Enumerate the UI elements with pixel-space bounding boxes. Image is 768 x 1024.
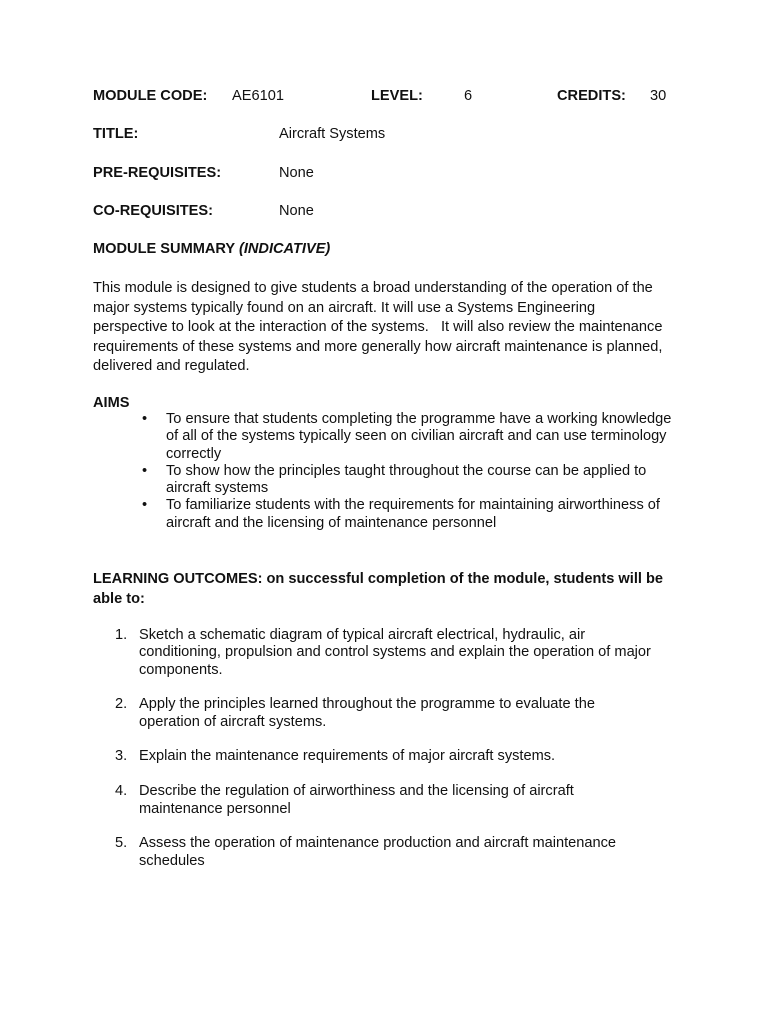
outcome-number: 1.: [115, 627, 128, 643]
aims-heading: AIMS: [93, 395, 130, 411]
summary-heading-note: (INDICATIVE): [238, 241, 331, 257]
aims-item-text: To ensure that students completing the programme have a working knowledge of all of the systems typically seen on civilian aircraft and can use terminology correctly: [166, 411, 672, 462]
title-value: Aircraft Systems: [279, 126, 386, 142]
summary-heading-text: MODULE SUMMARY: [93, 241, 235, 257]
aims-list: [140, 411, 680, 532]
outcome-number: 5.: [115, 835, 128, 852]
corequisites-label: CO-REQUISITES:: [93, 203, 213, 219]
bullet-icon: •: [142, 497, 148, 514]
learning-outcomes-heading: LEARNING OUTCOMES: on successful completion of the module, students will be able to:: [93, 571, 664, 607]
outcome-item: [115, 627, 655, 679]
bullet-icon: •: [142, 462, 148, 479]
outcome-number: 2.: [115, 696, 128, 713]
credits-label: CREDITS:: [557, 88, 626, 104]
prerequisites-value: None: [279, 165, 314, 181]
aims-item: [140, 411, 680, 463]
module-code-value: AE6101: [232, 88, 284, 104]
aims-item: [140, 497, 680, 532]
outcome-text: Explain the maintenance requirements of major aircraft systems.: [139, 748, 556, 765]
prerequisites-label: PRE-REQUISITES:: [93, 165, 222, 181]
outcome-item: [115, 783, 655, 818]
outcome-item: [115, 835, 655, 870]
outcome-item: [115, 696, 655, 731]
outcome-item: [115, 748, 655, 765]
learning-outcomes-list: [115, 627, 655, 887]
aims-item-text: To familiarize students with the requirements for maintaining airworthiness of aircraft and the licensing of maintenance personnel: [166, 497, 660, 531]
outcome-text: Sketch a schematic diagram of typical aircraft electrical, hydraulic, air conditioning, propulsion and control systems and explain the operation of major components.: [139, 627, 651, 678]
credits-value: 30: [650, 88, 667, 104]
outcome-number: 4.: [115, 783, 128, 800]
outcome-text: Assess the operation of maintenance production and aircraft maintenance schedules: [139, 835, 617, 869]
level-value: 6: [464, 88, 473, 104]
aims-item: [140, 463, 680, 498]
outcome-number: 3.: [115, 748, 128, 765]
outcome-text: Describe the regulation of airworthiness and the licensing of aircraft maintenance personnel: [139, 783, 574, 817]
corequisites-value: None: [279, 203, 314, 219]
summary-heading: [93, 241, 330, 257]
bullet-icon: •: [142, 411, 148, 427]
aims-item-text: To show how the principles taught throughout the course can be applied to aircraft systems: [166, 462, 647, 497]
outcome-text: Apply the principles learned throughout the programme to evaluate the operation of aircraft systems.: [139, 696, 595, 730]
level-label: LEVEL:: [371, 88, 423, 104]
module-code-label: MODULE CODE:: [93, 88, 208, 104]
summary-text: This module is designed to give students a broad understanding of the operation of the major systems typically found on an aircraft. It will use a Systems Engineering perspective to look at the interaction of the systems. It will also review the maintenance requirements of these systems and more generally how aircraft maintenance is planned, delivered and regulated.: [93, 280, 667, 375]
title-label: TITLE:: [93, 126, 139, 142]
